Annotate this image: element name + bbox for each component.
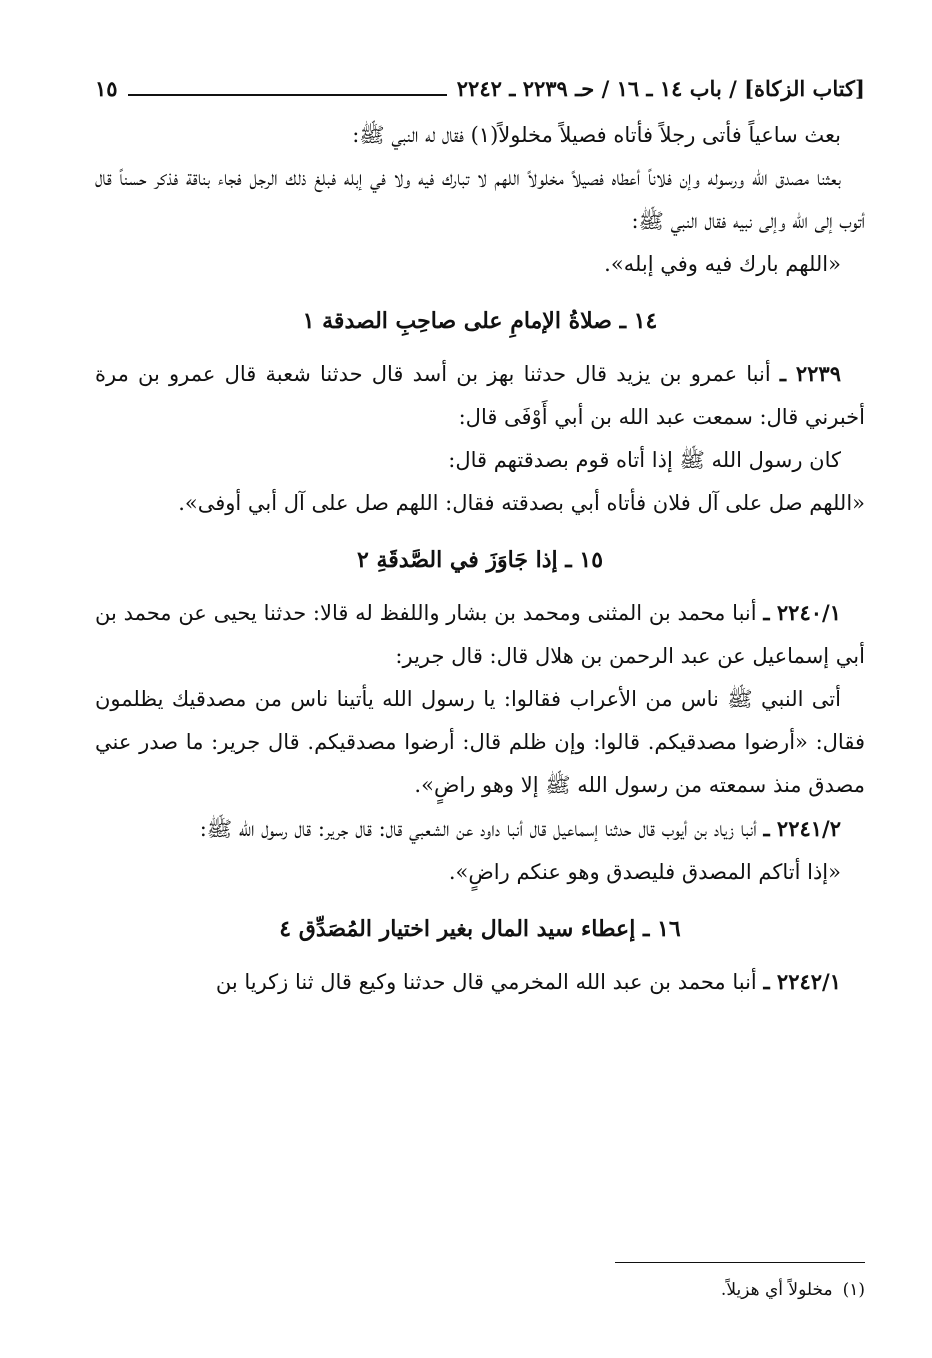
chapter-heading-15: ١٥ ـ إذا جَاوَزَ في الصَّدقَةِ ٢ [356, 547, 604, 573]
hadith-2239 [95, 352, 865, 439]
hadith-number-2240: ٢٢٤٠/١ ـ [763, 600, 841, 625]
footnote-separator [615, 1262, 865, 1263]
hadith-text-2240: أنبا محمد بن المثنى ومحمد بن بشار واللفظ له قالا: حدثنا يحيى عن محمد بن أبي إسماعيل عن عبد الرحمن بن هلال قال: قال جرير: [95, 601, 865, 668]
hadith-2242 [95, 960, 865, 1004]
page-number: ١٥ [95, 75, 118, 101]
chapter-heading-16: ١٦ ـ إعطاء سيد المال بغير اختيار المُصَدِّق ٤ [279, 916, 681, 942]
footnote [721, 1276, 865, 1304]
hadith-number-2239: ٢٢٣٩ ـ [779, 361, 841, 386]
hadith-2241 [95, 807, 865, 851]
paragraph-1: بعث ساعياً فأتى رجلاً فأتاه فصيلاً مخلولاً(١) فقال له النبي ﷺ: [352, 123, 841, 147]
paragraph-2: بعثنا مصدق الله ورسوله وإن فلاناً أعطاه فصيلاً مخلولاً اللهم لا تبارك فيه ولا في إبله فبلغ ذلك الرجل فجاء بناقة فذكر حسناً قال أتوب إلى الله وإلى نبيه فقال النبي ﷺ: [95, 166, 865, 233]
footnote-text: مخلولاً أي هزيلاً. [720, 1280, 833, 1300]
paragraph-3: «اللهم بارك فيه وفي إبله». [604, 252, 841, 276]
book-page [95, 70, 865, 1330]
hadith-text-2241: أنبا زياد بن أيوب قال حدثنا إسماعيل قال أنبا داود عن الشعبي قال: قال جرير: قال رسول الله ﷺ: [199, 817, 757, 841]
paragraph-8: أتى النبي ﷺ ناس من الأعراب فقالوا: يا رسول الله يأتينا ناس من مصدقيك يظلمون فقال: «أرضوا مصدقيكم. قالوا: وإن ظلم قال: أرضوا مصدقيكم. قال جرير: ما صدر عني مصدق منذ سمعته من رسول الله ﷺ إلا وهو راضٍ». [95, 687, 865, 797]
running-head [95, 70, 865, 106]
hadith-2240 [95, 591, 865, 678]
paragraph-5: كان رسول الله ﷺ إذا أتاه قوم بصدقتهم قال: [448, 448, 841, 472]
running-head-rule [128, 94, 447, 96]
hadith-text-2242: أنبا محمد بن عبد الله المخرمي قال حدثنا وكيع قال ثنا زكريا بن [215, 970, 757, 994]
running-head-title: [كتاب الزكاة] / باب ١٤ ـ ١٦ / حـ ٢٢٣٩ ـ ٢٢٤٢ [456, 75, 865, 101]
hadith-number-2241: ٢٢٤١/٢ ـ [763, 816, 841, 841]
paragraph-10: «إذا أتاكم المصدق فليصدق وهو عنكم راضٍ». [448, 860, 841, 884]
paragraph-6: «اللهم صل على آل فلان فأتاه أبي بصدقته فقال: اللهم صل على آل أبي أوفى». [178, 491, 865, 515]
chapter-heading-14: ١٤ ـ صلاةُ الإمامِ على صاحِبِ الصدقة ١ [302, 308, 658, 334]
hadith-number-2242: ٢٢٤٢/١ ـ [763, 969, 841, 994]
footnote-mark: (١) [842, 1280, 865, 1300]
hadith-text-2239: أنبا عمرو بن يزيد قال حدثنا بهز بن أسد قال حدثنا شعبة قال عمرو بن مرة أخبرني قال: سمعت عبد الله بن أبي أَوْفَى قال: [95, 362, 865, 429]
